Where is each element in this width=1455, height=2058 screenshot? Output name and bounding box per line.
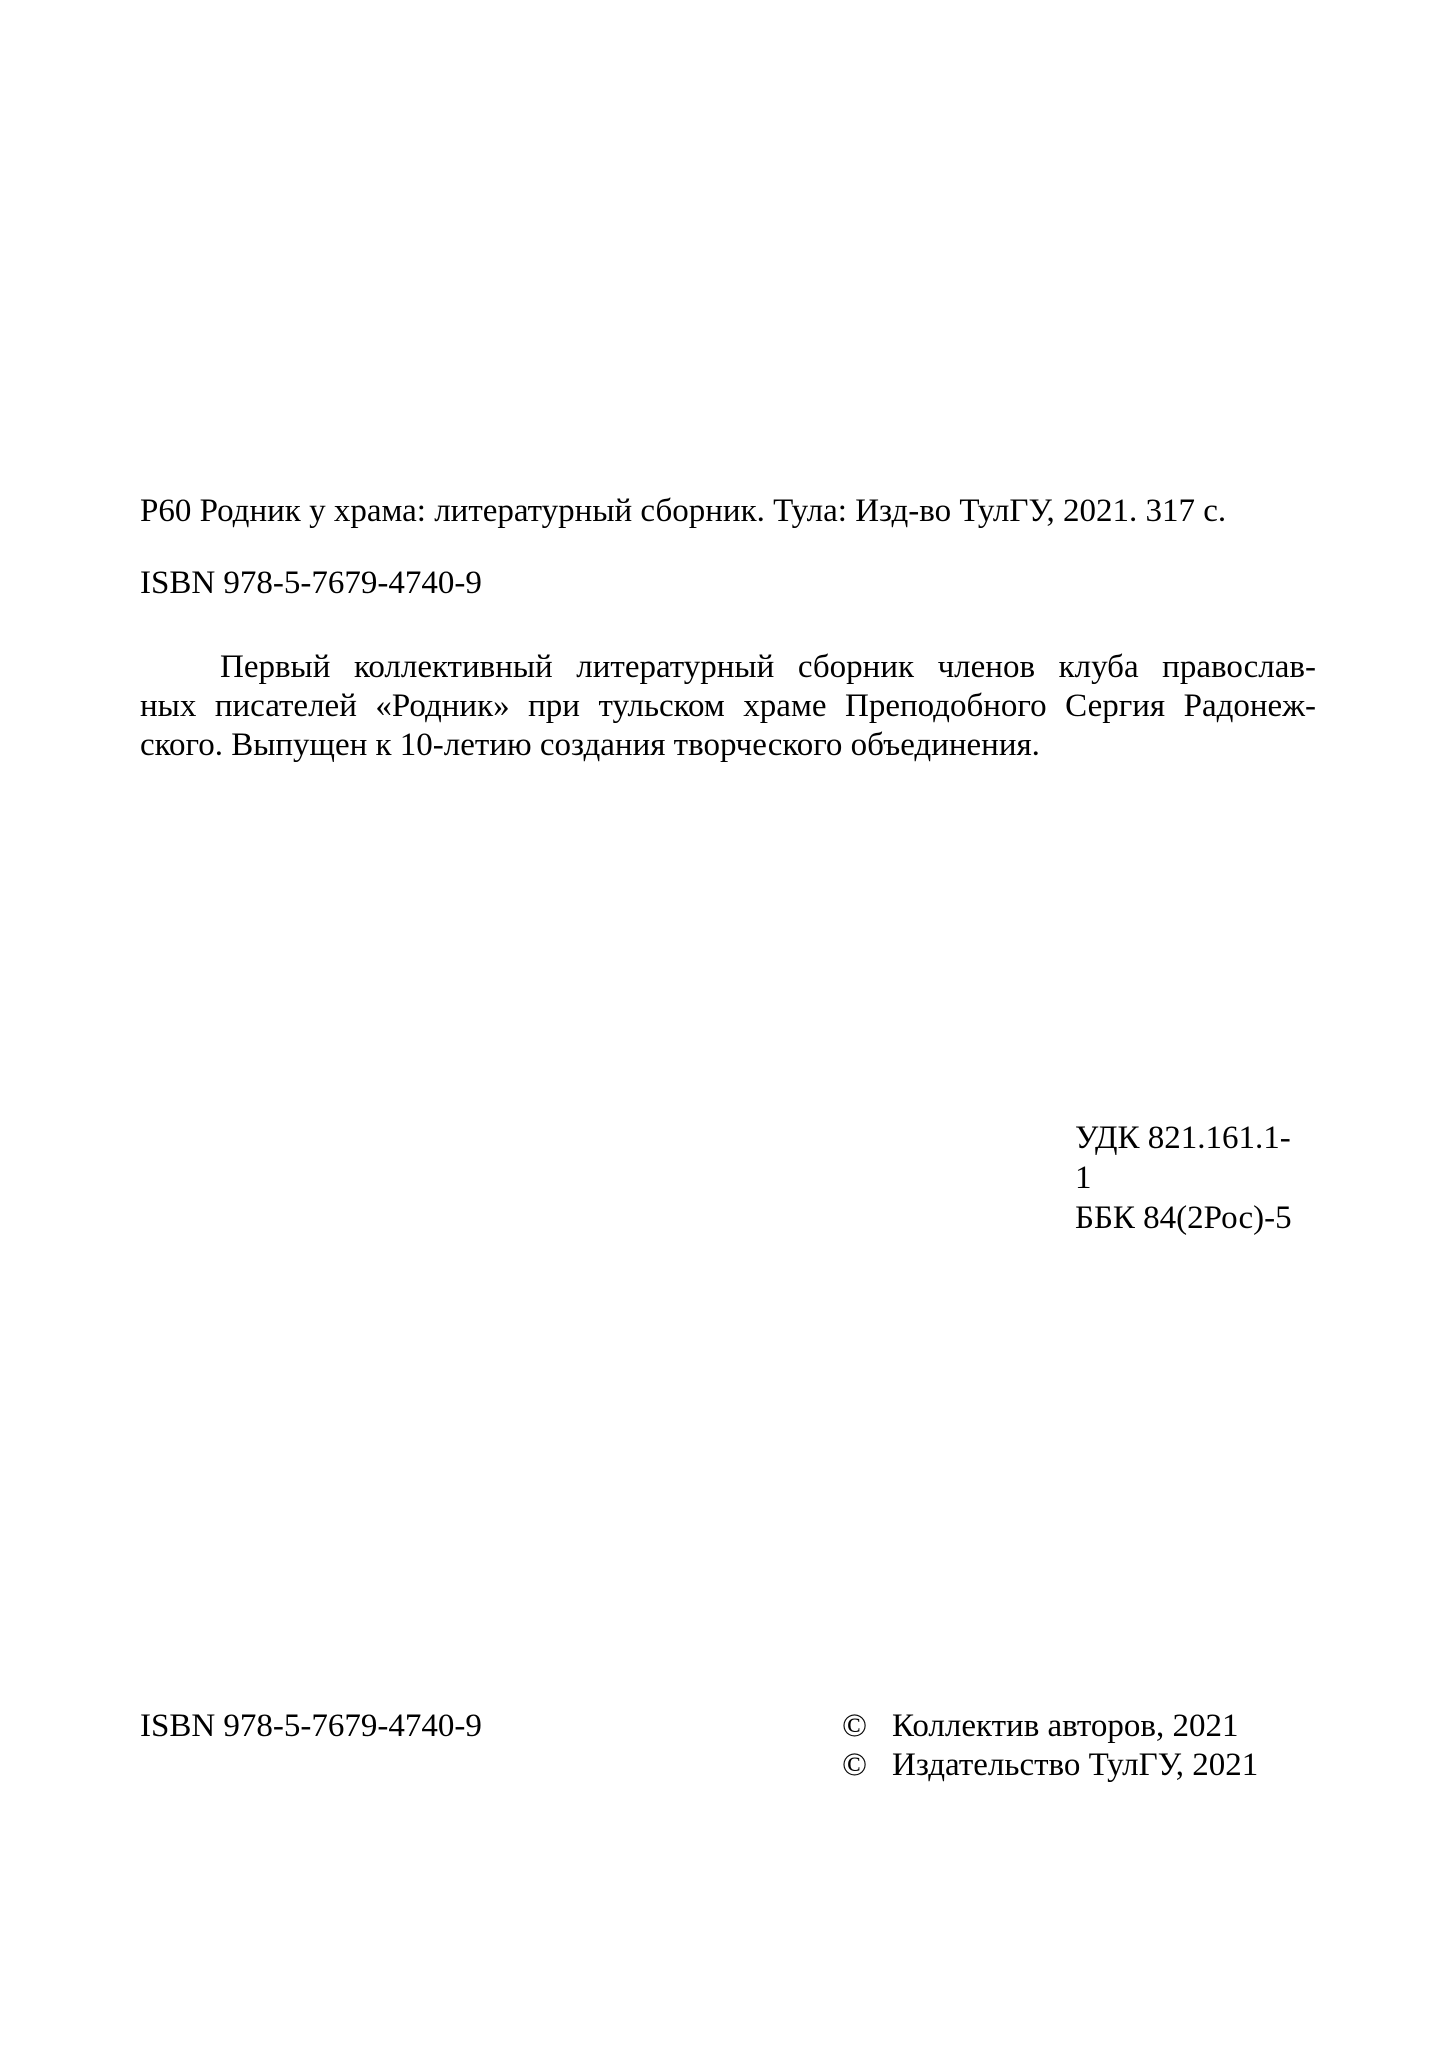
isbn-top: ISBN 978-5-7679-4740-9 [140, 565, 482, 601]
copyright-symbol: © [842, 1708, 868, 1744]
copyright-text-publisher: Издательство ТулГУ, 2021 [892, 1747, 1259, 1783]
copyright-row-authors [842, 1707, 1258, 1746]
annotation-line-2: ных писателей «Родник» при тульском храме Преподобного Сергия Радонеж- [140, 688, 1316, 724]
bbk-code: ББК 84(2Рос)-5 [1075, 1200, 1292, 1236]
catalog-entry-line: Р60 Родник у храма: литературный сборник. Тула: Изд-во ТулГУ, 2021. 317 с. [140, 493, 1227, 529]
annotation-paragraph [140, 648, 1316, 765]
isbn-bottom: ISBN 978-5-7679-4740-9 [140, 1708, 482, 1744]
udk-code-line-1: УДК 821.161.1- [1075, 1120, 1291, 1156]
udk-code-line-2: 1 [1075, 1160, 1092, 1196]
copyright-block [842, 1707, 1258, 1785]
annotation-line-3: ского. Выпущен к 10-летию создания творческого объединения. [140, 727, 1040, 763]
classification-codes [1075, 1118, 1395, 1238]
annotation-line-1: Первый коллективный литературный сборник членов клуба православ- [220, 649, 1316, 685]
copyright-text-authors: Коллектив авторов, 2021 [892, 1708, 1239, 1744]
copyright-row-publisher [842, 1746, 1258, 1785]
copyright-symbol: © [842, 1747, 868, 1783]
